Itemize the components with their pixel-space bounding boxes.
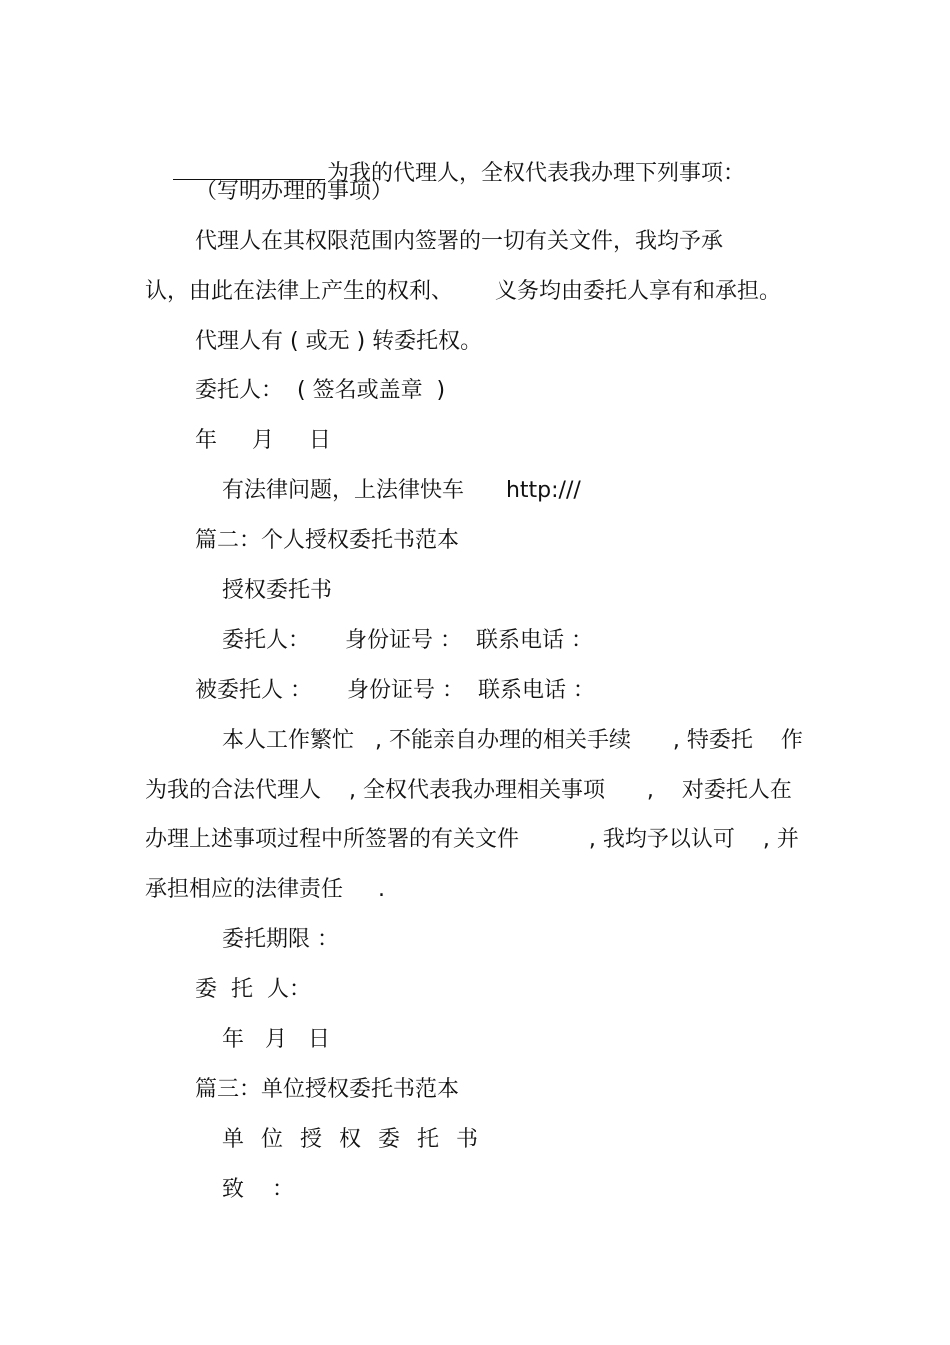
text-line-1-text: 为我的代理人，全权代表我办理下列事项： <box>326 161 745 186</box>
text-line-16: 承担相应的法律责任 . <box>145 877 385 902</box>
text-line-12: 被委托人 ： 身份证号 ： 联系电话 ： <box>195 678 595 703</box>
doc-title-3: 单位授权委托书 <box>222 1127 496 1152</box>
text-line-2: （写明办理的事项） <box>195 179 394 204</box>
text-line-18: 委 托 人： <box>195 977 311 1002</box>
doc-title-2: 授权委托书 <box>222 578 333 603</box>
text-line-15: 办理上述事项过程中所签署的有关文件 , 我均予以认可 , 并 <box>145 827 799 852</box>
text-line-5: 代理人有 ( 或无 ) 转委托权。 <box>195 329 483 354</box>
text-line-7: 年 月 日 <box>195 428 331 453</box>
text-line-19: 年 月 日 <box>222 1027 330 1052</box>
text-line-22: 致 ： <box>222 1177 294 1202</box>
section-heading-2: 篇二：个人授权委托书范本 <box>195 528 460 553</box>
text-line-8[interactable]: 有法律问题，上法律快车 http:/// <box>222 478 581 503</box>
text-line-6: 委托人： ( 签名或盖章 ) <box>195 378 446 403</box>
text-line-4: 认，由此在法律上产生的权利、 义务均由委托人享有和承担。 <box>145 279 781 304</box>
text-line-11: 委托人： 身份证号 ： 联系电话 ： <box>222 628 593 653</box>
text-line-14: 为我的合法代理人 , 全权代表我办理相关事项 , 对委托人在 <box>145 778 792 803</box>
section-heading-3: 篇三：单位授权委托书范本 <box>195 1077 460 1102</box>
text-line-3: 代理人在其权限范围内签署的一切有关文件，我均予承 <box>195 229 724 254</box>
text-line-13: 本人工作繁忙 , 不能亲自办理的相关手续 , 特委托 作 <box>222 728 803 753</box>
text-line-17: 委托期限 ： <box>222 927 339 952</box>
